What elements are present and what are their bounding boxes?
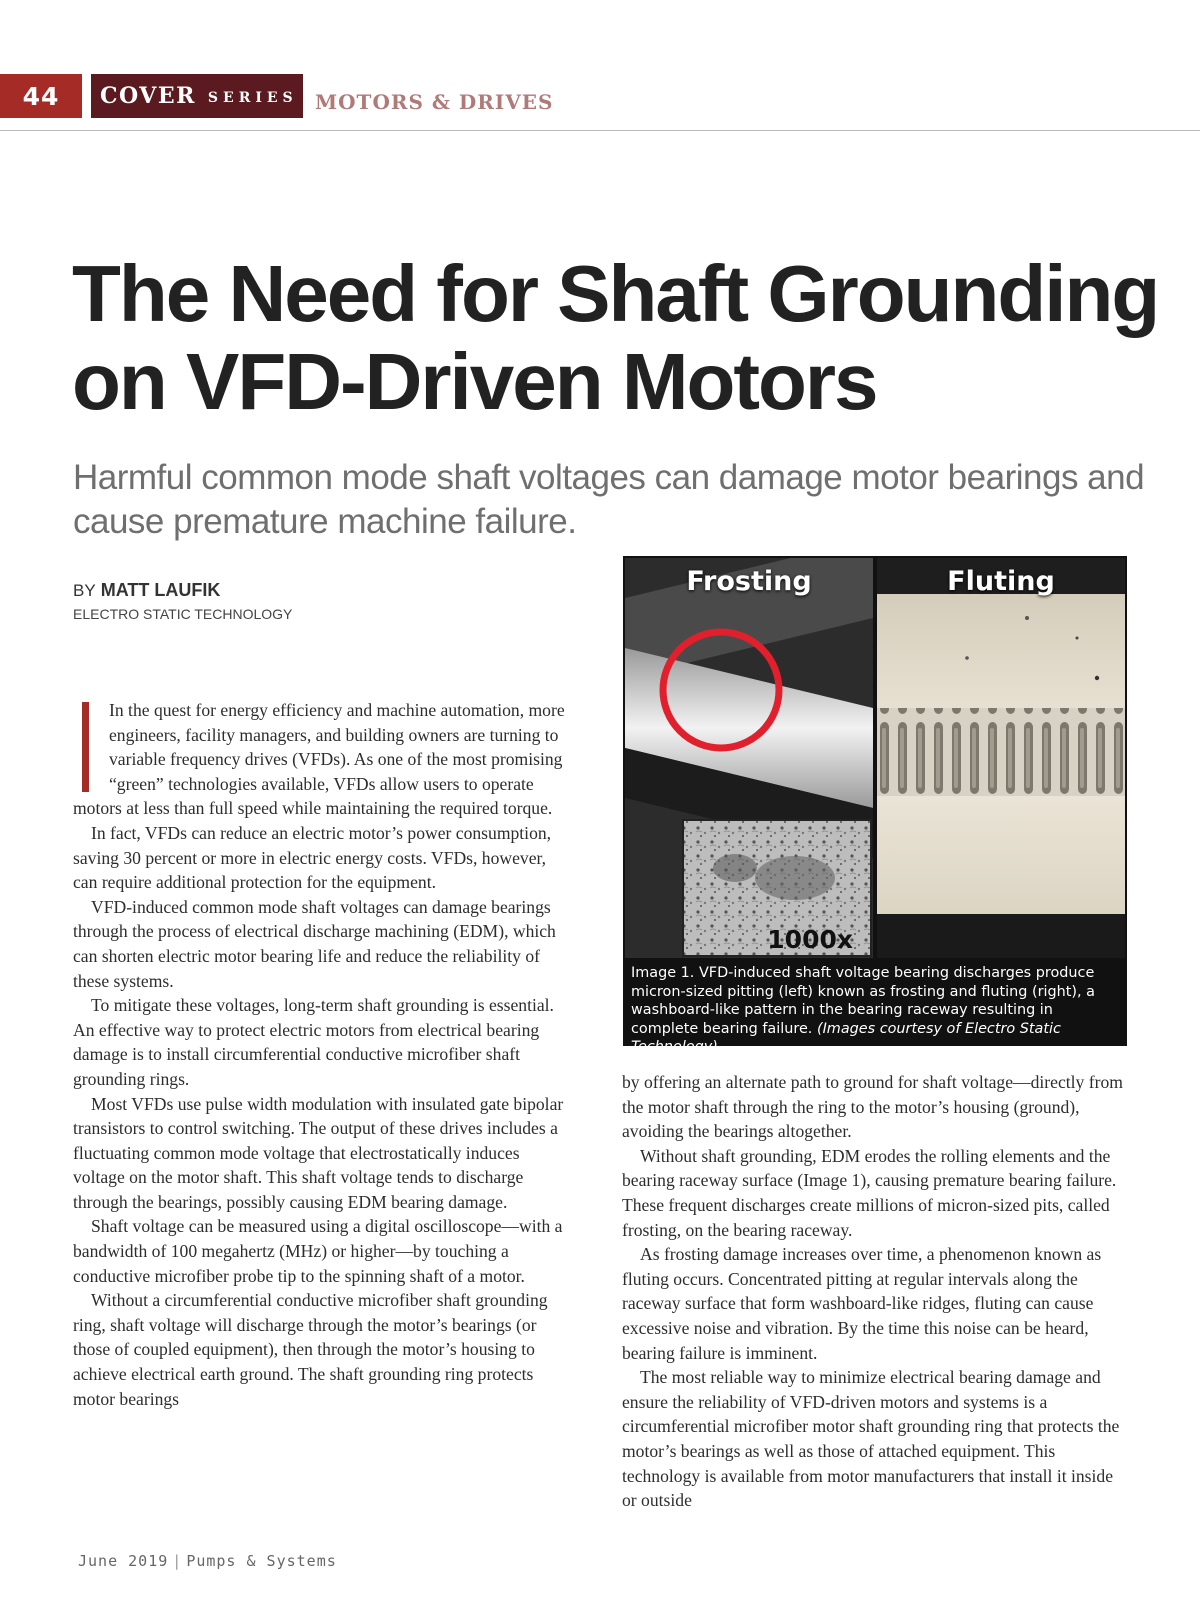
paragraph: by offering an alternate path to ground for shaft voltage—directly from the motor shaft through the ring to the motor’s housing (ground), avoiding the bearings altogether. [622, 1072, 1123, 1142]
header-divider [0, 130, 1200, 131]
article-deck: Harmful common mode shaft voltages can damage motor bearings and cause premature machine failure. [73, 458, 1145, 541]
series-cover-label: COVER [100, 83, 196, 109]
page-footer [78, 1552, 337, 1570]
section-label: MOTORS & DRIVES [315, 90, 554, 114]
author-affiliation: ELECTRO STATIC TECHNOLOGY [73, 606, 293, 622]
body-column-left [73, 698, 573, 1411]
frosting-photo [625, 558, 873, 958]
paragraph: Shaft voltage can be measured using a digital oscilloscope—with a bandwidth of 100 megahertz (MHz) or higher—by touching a conductive microfiber probe tip to the spinning shaft of a motor. [73, 1216, 563, 1286]
fluting-ridges [877, 708, 1125, 796]
paragraph: The most reliable way to minimize electrical bearing damage and ensure the reliability of VFD-driven motors and systems is a circumferential microfiber motor shaft grounding ring that protects the motor’s bearings as well as those of attached equipment. This technology is available from motor manufacturers that install it inside or outside [622, 1367, 1120, 1511]
body-column-right [622, 1070, 1127, 1513]
author-name: MATT LAUFIK [100, 580, 221, 600]
paragraph: Without shaft grounding, EDM erodes the rolling elements and the bearing raceway surface (Image 1), causing premature bearing failure. These frequent discharges create millions of micron-sized pits, called frosting, on the bearing raceway. [622, 1145, 1117, 1240]
paragraph: Most VFDs use pulse width modulation with insulated gate bipolar transistors to control switching. The output of these drives includes a fluctuating common mode voltage that electrostatically induces voltage on the motor shaft. This shaft voltage tends to discharge through the bearings, possibly causing EDM bearing damage. [73, 1093, 564, 1212]
footer-publication: Pumps & Systems [186, 1552, 337, 1570]
drop-cap-bar [82, 702, 89, 792]
fluting-photo [877, 558, 1125, 958]
footer-separator: | [172, 1552, 183, 1570]
fluting-label: Fluting [947, 566, 1055, 597]
paragraph: To mitigate these voltages, long-term shaft grounding is essential. An effective way to protect electric motors from electrical bearing damage is to install circumferential conductive microfiber shaft grounding rings. [73, 995, 554, 1089]
series-banner [91, 74, 303, 118]
article-title: The Need for Shaft Grounding on VFD-Driven Motors [72, 249, 1159, 426]
paragraph: In fact, VFDs can reduce an electric motor’s power consumption, saving 30 percent or more in electric energy costs. VFDs, however, can require additional protection for the equipment. [73, 822, 552, 893]
fluting-illustration [877, 558, 1125, 958]
figure-caption [631, 964, 1119, 1057]
footer-date: June 2019 [78, 1552, 169, 1570]
figure-image-1 [623, 556, 1127, 1055]
figure-panels [625, 558, 1125, 958]
series-word-label: SERIES [207, 90, 298, 106]
byline-prefix: BY [73, 581, 96, 600]
caption-credit: (Images courtesy of Electro Static Technology) [631, 1020, 1061, 1055]
paragraph: Without a circumferential conductive microfiber shaft grounding ring, shaft voltage will discharge through the motor’s bearings (or those of coupled equipment), then through the motor’s housing to achieve electrical earth ground. The shaft grounding ring protects motor bearings [73, 1290, 548, 1409]
zoom-label: 1000x [767, 925, 853, 954]
frosting-label: Frosting [686, 566, 812, 597]
frosting-illustration [625, 558, 873, 958]
byline [73, 580, 220, 601]
page-number: 44 [0, 74, 82, 118]
paragraph: In the quest for energy efficiency and machine automation, more engineers, facility managers, and building owners are turning to variable frequency drives (VFDs). As one of the most promising “green” technologies available, VFDs allow users to operate motors at less than full speed while maintaining the required torque. [73, 700, 565, 819]
caption-text: Image 1. VFD-induced shaft voltage bearing discharges produce micron-sized pitting (left) known as frosting and fluting (right), a washboard-like pattern in the bearing raceway resulting in complete bearing failure. [631, 965, 1095, 1037]
paragraph: VFD-induced common mode shaft voltages can damage bearings through the process of electrical discharge machining (EDM), which can shorten electric motor bearing life and reduce the reliability of these systems. [73, 896, 556, 991]
paragraph: As frosting damage increases over time, a phenomenon known as fluting occurs. Concentrated pitting at regular intervals along the raceway surface that form washboard-like ridges, fluting can cause excessive noise and vibration. By the time this noise can be heard, bearing failure is imminent. [622, 1244, 1102, 1363]
